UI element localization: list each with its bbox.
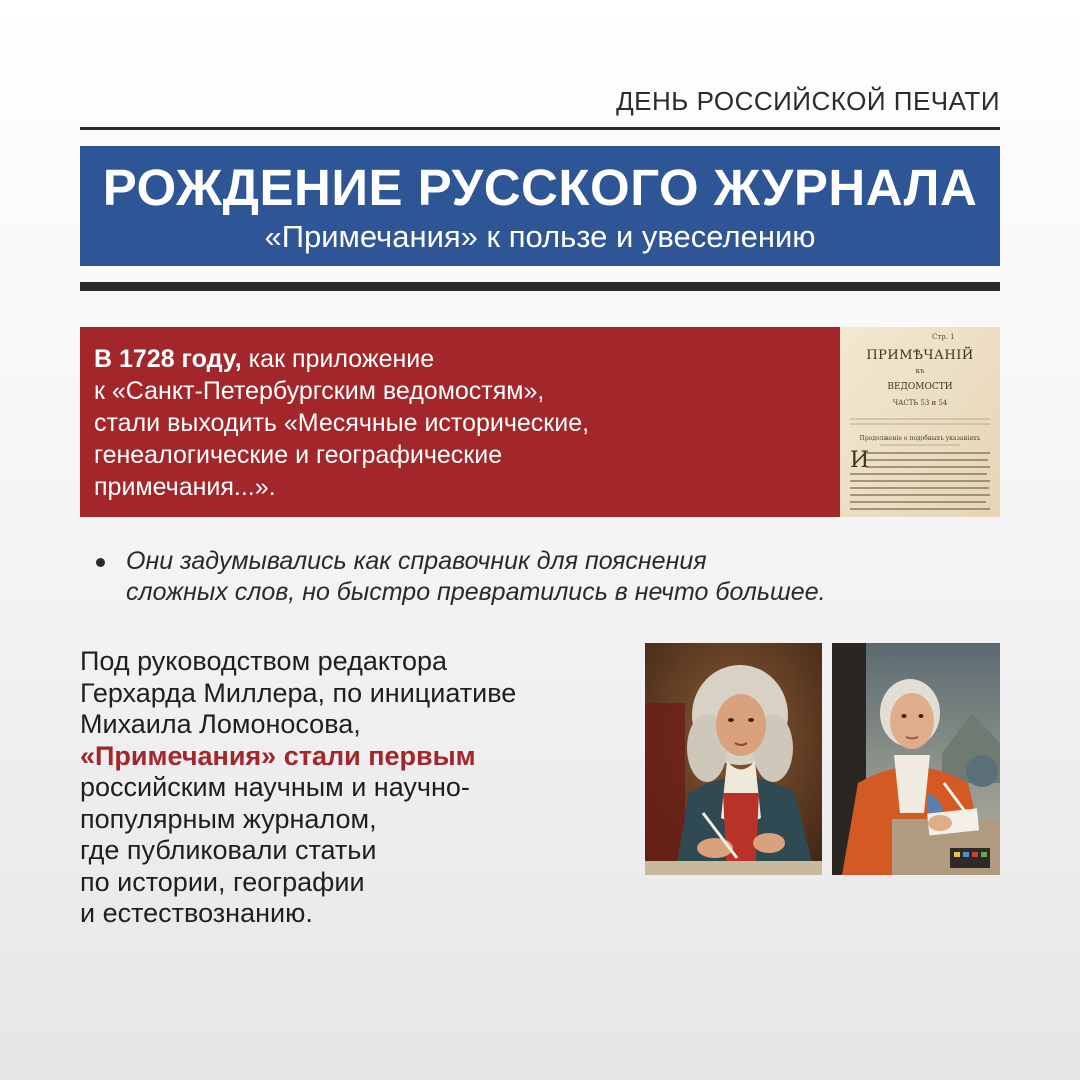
page-subtitle: «Примечания» к пользе и увеселению [264, 219, 816, 254]
body-line-8: по истории, географии [80, 866, 365, 897]
body-line-7: где публиковали статьи [80, 835, 377, 865]
body-line-5: российским научным и научно- [80, 772, 470, 802]
intro-year: В 1728 году, [94, 345, 242, 373]
body-line-9: и естествознанию. [80, 898, 313, 928]
intro-line-2: к «Санкт-Петербургским ведомостям», [94, 377, 545, 405]
intro-line-1-rest: как приложение [241, 345, 435, 373]
intro-line-5: примечания...». [94, 473, 276, 501]
intro-line-1 [94, 343, 826, 375]
doc-line-a: къ [915, 367, 925, 375]
body-line-3: Михаила Ломоносова, [80, 709, 361, 739]
body-line-2: Герхарда Миллера, по инициативе [80, 677, 517, 708]
body-highlight: «Примечания» стали первым [80, 740, 476, 771]
portrait-lomonosov [832, 643, 1000, 875]
intro-line-4: генеалогические и географические [94, 441, 503, 469]
doc-line-c: ЧАСТЬ 53 и 54 [892, 399, 948, 407]
svg-text:И: И [850, 448, 870, 473]
intro-callout [80, 327, 840, 517]
divider-thick [80, 282, 1000, 291]
old-newspaper-icon [840, 327, 1000, 517]
bullet-text [126, 546, 996, 608]
page-kicker: ДЕНЬ РОССИЙСКОЙ ПЕЧАТИ [616, 86, 1000, 116]
portrait-lomonosov-icon [832, 643, 1000, 875]
divider-top [80, 127, 1000, 130]
doc-head: Стр. 1 [932, 333, 955, 341]
body-line-6: популярным журналом, [80, 803, 377, 834]
page-title: РОЖДЕНИЕ РУССКОГО ЖУРНАЛА [102, 159, 978, 216]
title-banner [80, 146, 1000, 266]
doc-subtitle: Продолженіе о подобныхъ указаніяхъ [859, 435, 981, 442]
intro-line-3: стали выходить «Месячные исторические, [94, 409, 590, 437]
doc-line-b: ВЕДОМОСТИ [887, 382, 953, 392]
old-newspaper-image [840, 327, 1000, 517]
bullet-line-1: Они задумывались как справочник для пояснения [126, 547, 707, 575]
bullet-line-2: сложных слов, но быстро превратились в нечто большее. [126, 578, 826, 606]
portrait-miller-icon [645, 643, 822, 875]
body-paragraph [80, 646, 640, 930]
doc-title: ПРИМѢЧАНІЙ [866, 348, 974, 363]
portrait-miller [645, 643, 822, 875]
bullet-dot-icon [96, 558, 105, 567]
body-line-1: Под руководством редактора [80, 646, 448, 676]
